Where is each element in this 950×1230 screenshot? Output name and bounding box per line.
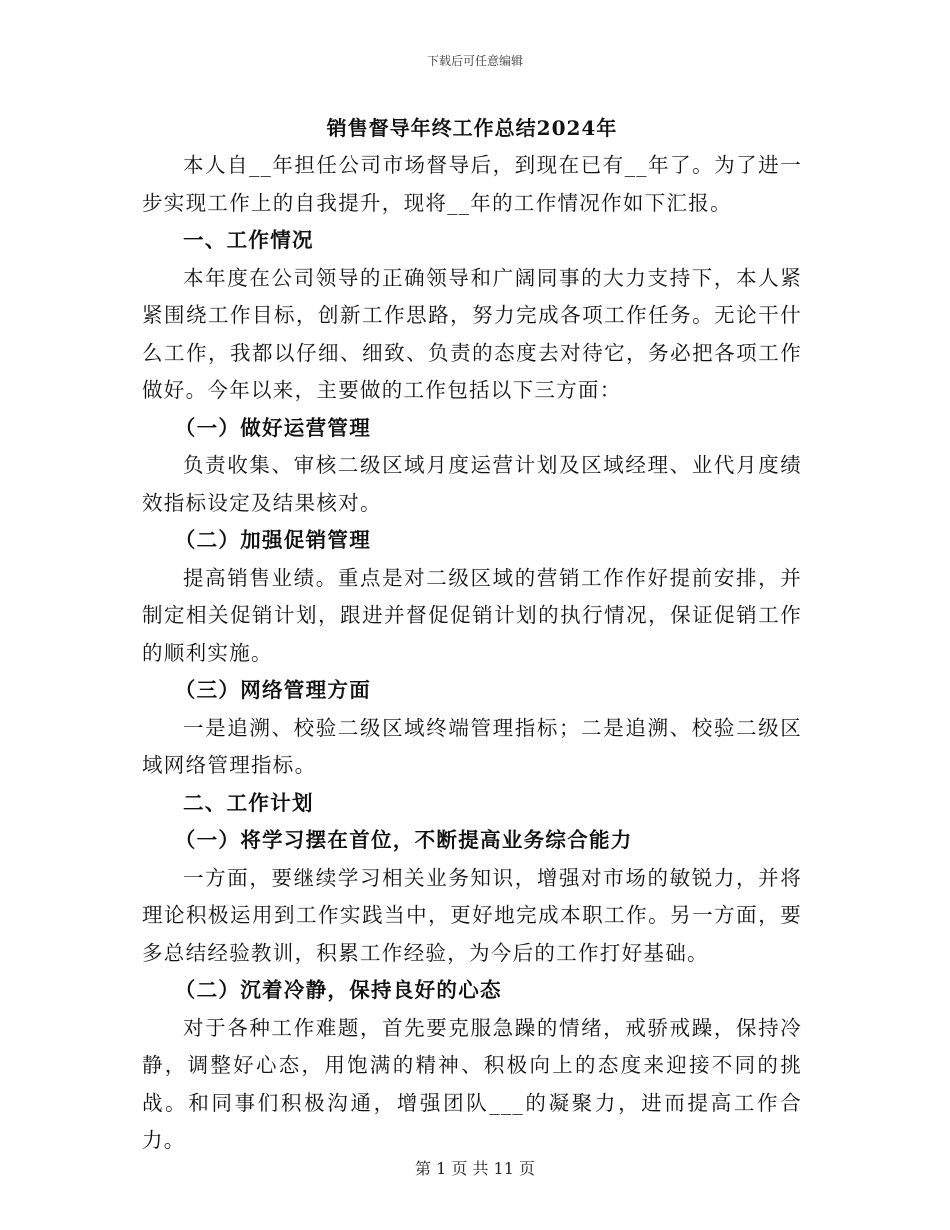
paragraph-operations: 负责收集、审核二级区域月度运营计划及区域经理、业代月度绩效指标设定及结果核对。	[142, 453, 802, 515]
paragraph-learning: 一方面，要继续学习相关业务知识，增强对市场的敏锐力，并将理论积极运用到工作实践当中，更好地完成本职工作。另一方面，要多总结经验教训，积累工作经验，为今后的工作打好基础。	[142, 865, 802, 965]
section-heading-work-plan: 二、工作计划	[183, 790, 314, 815]
paragraph-network: 一是追溯、校验二级区域终端管理指标；二是追溯、校验二级区域网络管理指标。	[142, 715, 802, 777]
subheading-promotions: （二）加强促销管理	[174, 528, 371, 552]
intro-paragraph: 本人自__年担任公司市场督导后，到现在已有__年了。为了进一步实现工作上的自我提升，现将__年的工作情况作如下汇报。	[142, 153, 802, 215]
subheading-mindset: （二）沉着冷静，保持良好的心态	[174, 978, 502, 1002]
paragraph-mindset: 对于各种工作难题，首先要克服急躁的情绪，戒骄戒躁，保持冷静，调整好心态，用饱满的精神、积极向上的态度来迎接不同的挑战。和同事们积极沟通，增强团队___的凝聚力，进而提高工作合力。	[142, 1015, 802, 1152]
page-header: 下载后可任意编辑	[426, 54, 523, 68]
section-paragraph-work-status: 本年度在公司领导的正确领导和广阔同事的大力支持下，本人紧紧围绕工作目标，创新工作思路，努力完成各项工作任务。无论干什么工作，我都以仔细、细致、负责的态度去对待它，务必把各项工作做好。今年以来，主要做的工作包括以下三方面：	[142, 265, 802, 402]
subheading-network: （三）网络管理方面	[174, 678, 371, 702]
section-heading-work-status: 一、工作情况	[183, 228, 314, 252]
page-footer: 第 1 页 共 11 页	[415, 1159, 535, 1178]
subheading-operations: （一）做好运营管理	[174, 415, 371, 440]
document-body	[142, 110, 802, 1160]
subheading-learning: （一）将学习摆在首位，不断提高业务综合能力	[174, 828, 633, 852]
paragraph-promotions: 提高销售业绩。重点是对二级区域的营销工作作好提前安排，并制定相关促销计划，跟进并督促促销计划的执行情况，保证促销工作的顺利实施。	[142, 565, 802, 665]
document-title: 销售督导年终工作总结2024年	[326, 116, 618, 140]
